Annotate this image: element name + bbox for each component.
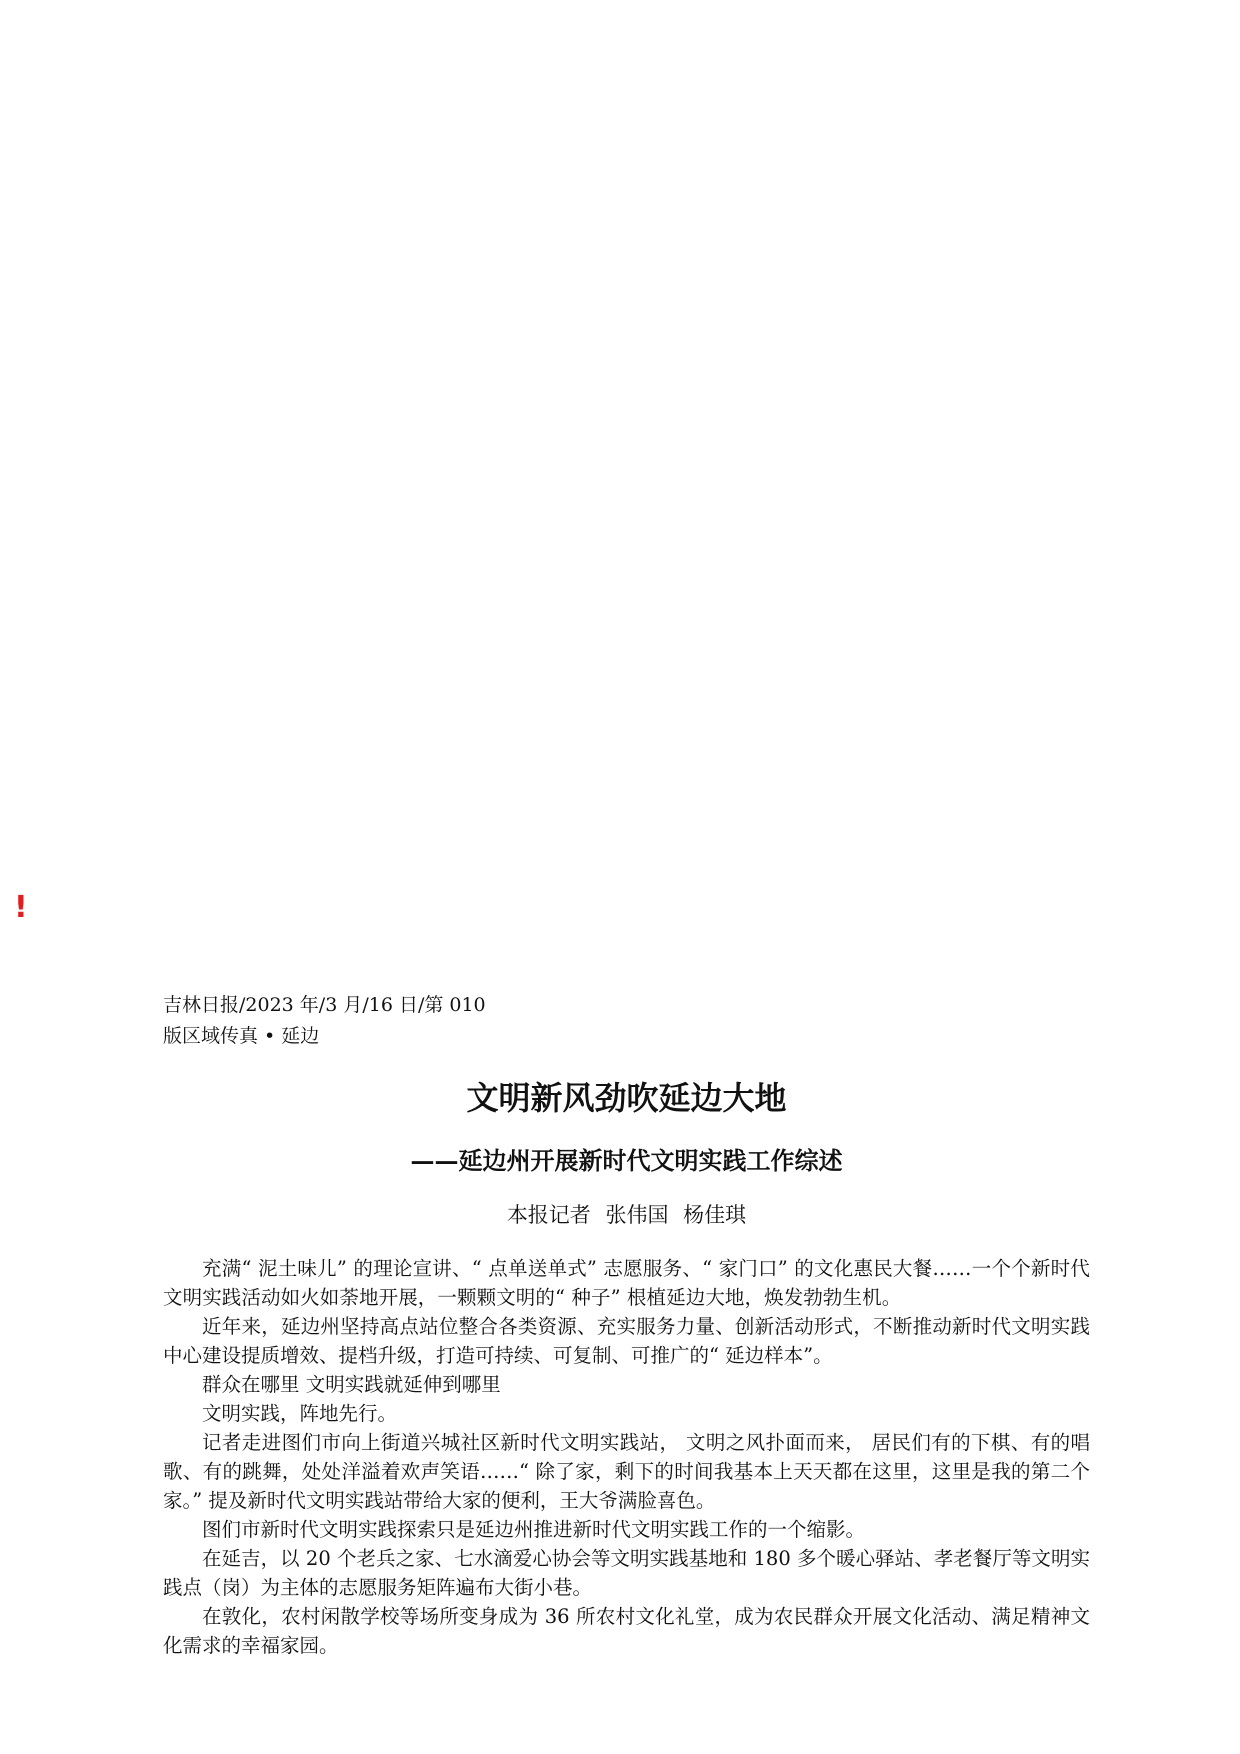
paragraph: 在敦化，农村闲散学校等场所变身成为 36 所农村文化礼堂，成为农民群众开展文化活动、满足精神文化需求的幸福家园。 xyxy=(163,1605,1090,1657)
article-title: 文明新风劲吹延边大地 xyxy=(466,1079,787,1117)
article-byline: 本报记者 张伟国 杨佳琪 xyxy=(506,1203,747,1227)
source-info xyxy=(163,990,1090,1052)
source-line-1: 吉林日报/2023 年/3 月/16 日/第 010 xyxy=(163,994,486,1016)
paragraph: 文明实践，阵地先行。 xyxy=(202,1402,398,1425)
paragraph: 记者走进图们市向上街道兴城社区新时代文明实践站， 文明之风扑面而来， 居民们有的下棋、有的唱歌、有的跳舞，处处洋溢着欢声笑语……“ 除了家，剩下的时间我基本上天天都在这里，这里是我的第二个家。” 提及新时代文明实践站带给大家的便利，王大爷满脸喜色。 xyxy=(163,1431,1090,1512)
source-line-2: 版区域传真 • 延边 xyxy=(163,1025,320,1047)
section-heading: 群众在哪里 文明实践就延伸到哪里 xyxy=(202,1373,501,1396)
paragraph: 图们市新时代文明实践探索只是延边州推进新时代文明实践工作的一个缩影。 xyxy=(202,1518,866,1541)
paragraph: 充满“ 泥土味儿” 的理论宣讲、“ 点单送单式” 志愿服务、“ 家门口” 的文化惠民大餐……一个个新时代文明实践活动如火如荼地开展，一颗颗文明的“ 种子” 根植延边大地，焕发勃勃生机。 xyxy=(163,1257,1090,1309)
paragraph: 在延吉，以 20 个老兵之家、七水滴爱心协会等文明实践基地和 180 多个暖心驿站、孝老餐厅等文明实践点（岗）为主体的志愿服务矩阵遍布大街小巷。 xyxy=(163,1547,1090,1599)
article-body xyxy=(163,1254,1090,1660)
paragraph: 近年来，延边州坚持高点站位整合各类资源、充实服务力量、创新活动形式，不断推动新时代文明实践中心建设提质增效、提档升级，打造可持续、可复制、可推广的“ 延边样本”。 xyxy=(163,1315,1090,1367)
red-exclamation-mark: ! xyxy=(14,890,28,925)
article xyxy=(163,990,1090,1660)
article-subtitle: ——延边州开展新时代文明实践工作综述 xyxy=(410,1146,843,1175)
